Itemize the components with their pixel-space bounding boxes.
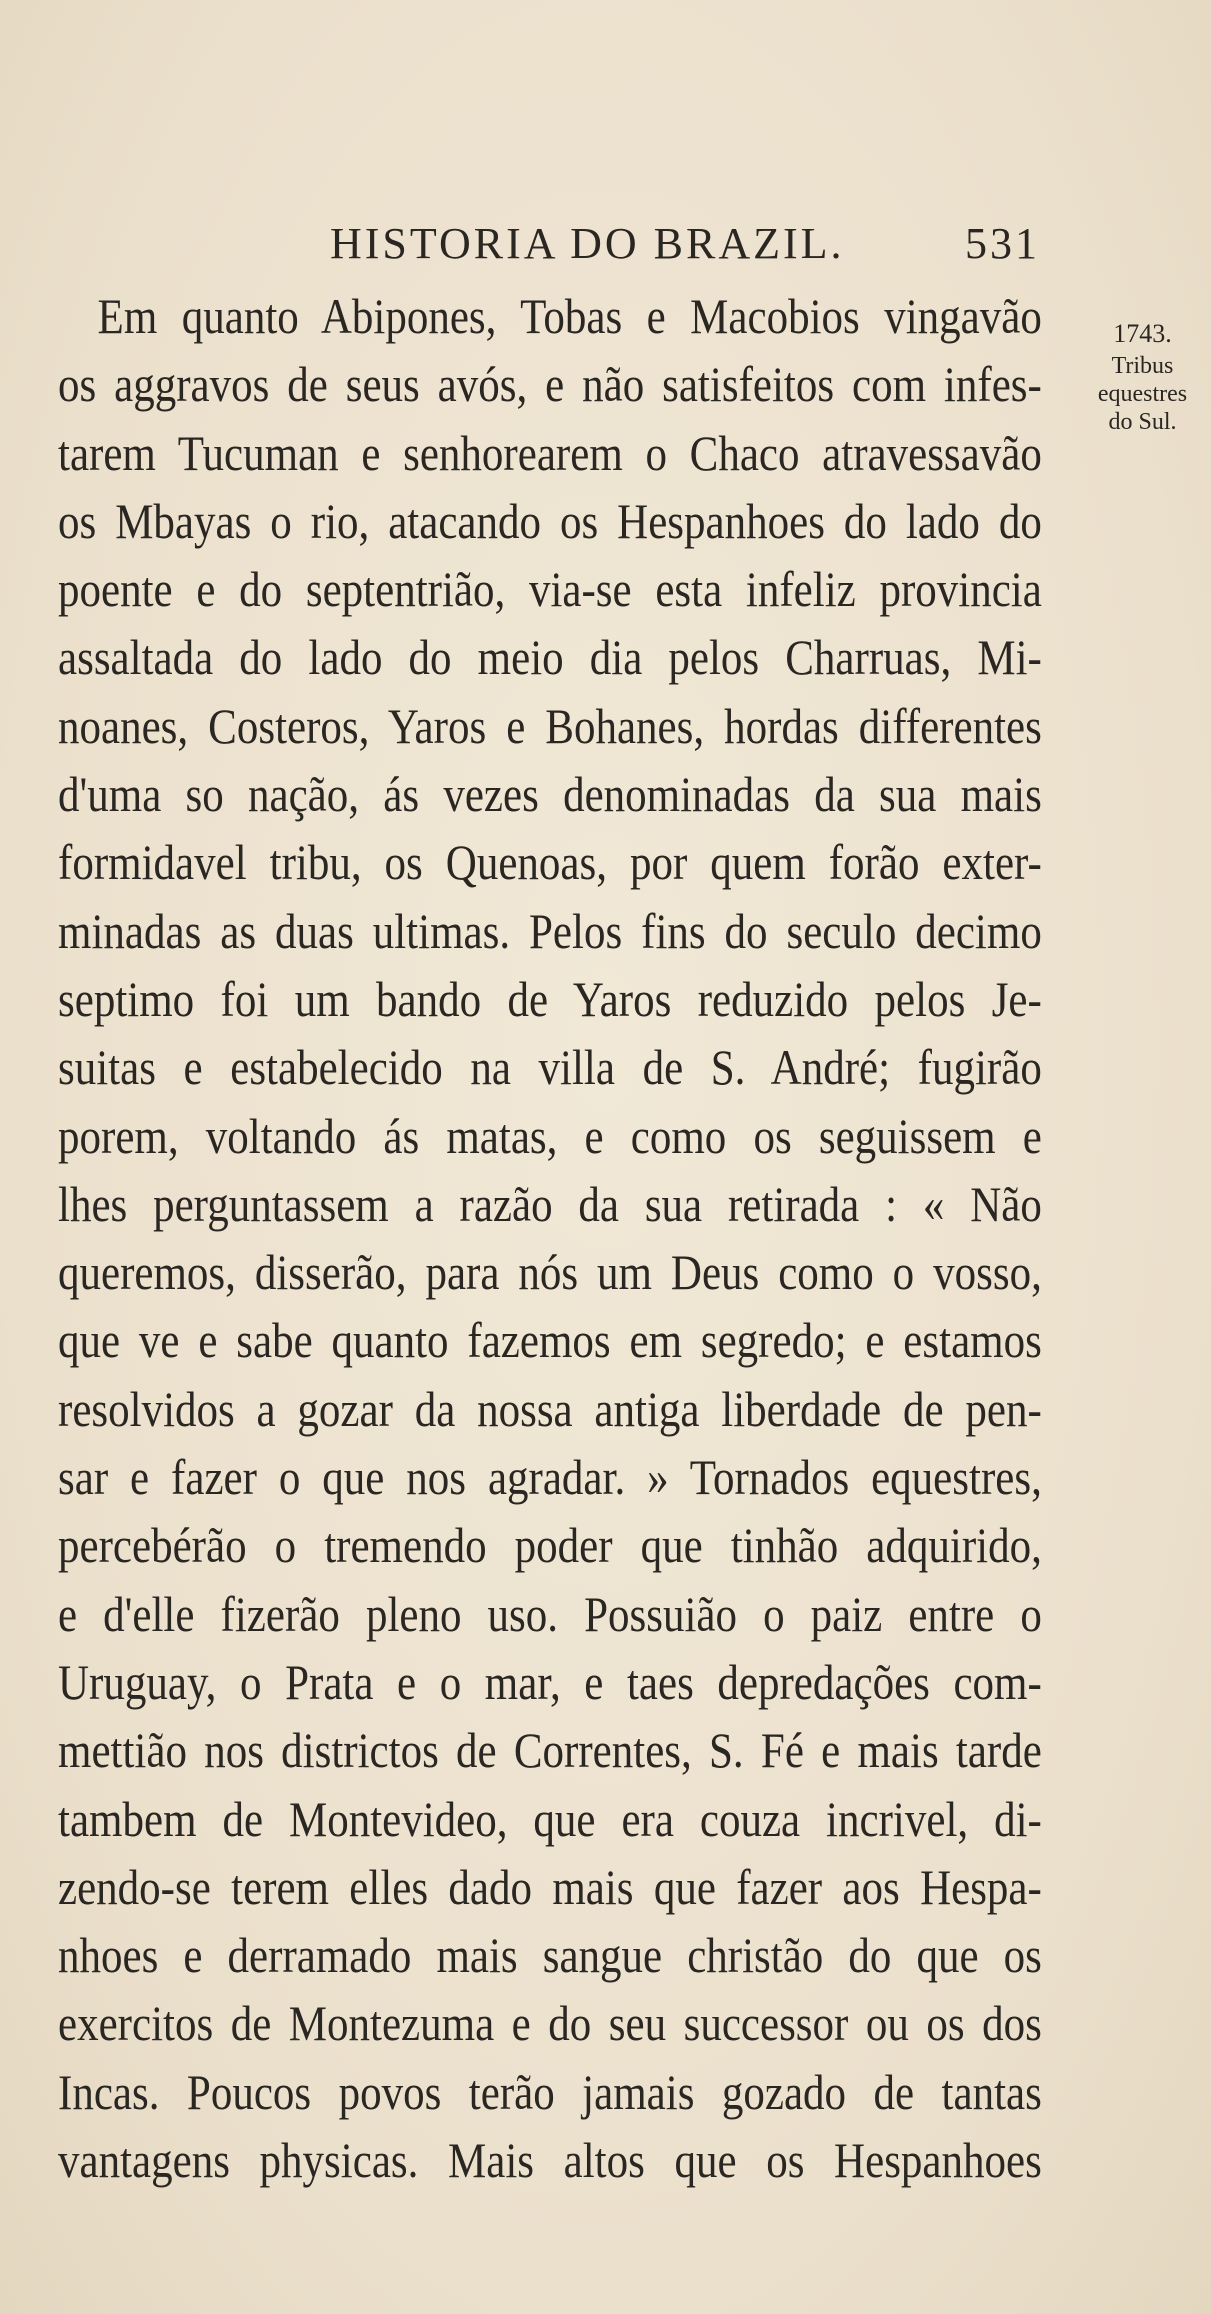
text-line: zendo-se terem elles dado mais que fazer aos Hespa- xyxy=(58,1858,1042,1915)
margin-note-line: do Sul. xyxy=(1108,409,1177,435)
text-line: Incas. Poucos povos terão jamais gozado de tantas xyxy=(58,2063,1042,2120)
header-title: HISTORIA DO BRAZIL. xyxy=(330,219,845,268)
text-line: os aggravos de seus avós, e não satisfeitos com infes- xyxy=(58,356,1042,413)
margin-note-line: equestres xyxy=(1097,381,1188,407)
text-line: nhoes e derramado mais sangue christão do que os xyxy=(58,1927,1042,1984)
text-line: suitas e estabelecido na villa de S. André; fugirão xyxy=(58,1039,1042,1096)
text-line: mettião nos districtos de Correntes, S. Fé e mais tarde xyxy=(58,1722,1042,1779)
text-line: Uruguay, o Prata e o mar, e taes depredações com- xyxy=(58,1653,1042,1710)
text-line: Em quanto Abipones, Tobas e Macobios vingavão xyxy=(97,288,1042,344)
margin-note xyxy=(1080,320,1205,436)
margin-note-line: Tribus xyxy=(1111,353,1174,379)
text-line: que ve e sabe quanto fazemos em segredo; e estamos xyxy=(58,1312,1042,1369)
text-line: d'uma so nação, ás vezes denominadas da sua mais xyxy=(58,766,1042,823)
text-line: e d'elle fizerão pleno uso. Possuião o paiz entre o xyxy=(58,1585,1042,1642)
page-number: 531 xyxy=(965,219,1040,268)
text-line: queremos, disserão, para nós um Deus como o vosso, xyxy=(58,1244,1042,1301)
text-line: os Mbayas o rio, atacando os Hespanhoes do lado do xyxy=(58,492,1042,549)
text-line: tambem de Montevideo, que era couza incrivel, di- xyxy=(58,1790,1042,1847)
text-line: tarem Tucuman e senhorearem o Chaco atravessavão xyxy=(58,424,1042,481)
text-line: poente e do septentrião, via-se esta infeliz provincia xyxy=(58,561,1042,618)
text-line: sar e fazer o que nos agradar. » Tornados equestres, xyxy=(58,1449,1042,1506)
text-line: formidavel tribu, os Quenoas, por quem forão exter- xyxy=(58,834,1042,891)
text-line: exercitos de Montezuma e do seu successor ou os dos xyxy=(58,1995,1042,2052)
margin-year: 1743. xyxy=(1113,319,1172,348)
text-line: lhes perguntassem a razão da sua retirada : « Não xyxy=(58,1175,1042,1232)
text-line: assaltada do lado do meio dia pelos Charruas, Mi- xyxy=(58,629,1042,686)
text-line: septimo foi um bando de Yaros reduzido pelos Je- xyxy=(58,970,1042,1027)
text-line: noanes, Costeros, Yaros e Bohanes, hordas differentes xyxy=(58,697,1042,754)
text-line: resolvidos a gozar da nossa antiga liberdade de pen- xyxy=(58,1380,1042,1437)
running-header xyxy=(330,218,1040,278)
text-line: vantagens physicas. Mais altos que os Hespanhoes xyxy=(58,2132,1042,2189)
text-line: porem, voltando ás matas, e como os seguissem e xyxy=(58,1107,1042,1164)
text-line: minadas as duas ultimas. Pelos fins do seculo decimo xyxy=(58,902,1042,959)
body-text xyxy=(58,282,1042,2194)
text-line: percebérão o tremendo poder que tinhão adquirido, xyxy=(58,1517,1042,1574)
